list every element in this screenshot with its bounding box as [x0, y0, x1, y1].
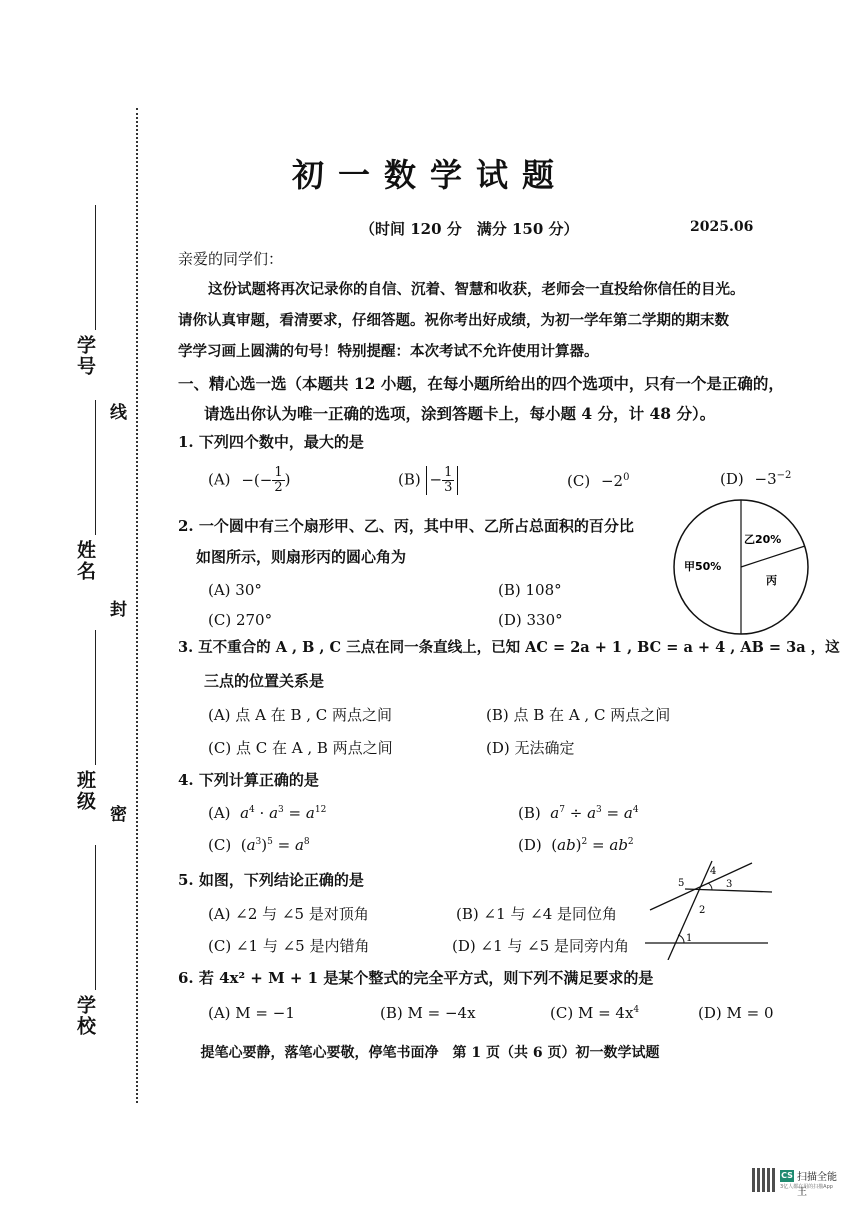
angle-label-3: 3: [726, 879, 733, 890]
figure-transversal: [668, 861, 712, 960]
q5-option-c: (C) ∠1 与 ∠5 是内错角: [208, 937, 370, 955]
scanner-watermark: [752, 1168, 844, 1198]
intro-line-1: 这份试题将再次记录你的自信、沉着、智慧和收获，老师会一直投给你信任的目光。: [208, 281, 745, 298]
q2-option-a: (A) 30°: [208, 581, 262, 599]
q1-option-a: [208, 466, 290, 495]
pie-divider-yi: [741, 546, 805, 567]
q5-option-d: (D) ∠1 与 ∠5 是同旁内角: [452, 937, 630, 955]
q3-stem-2: 三点的位置关系是: [204, 672, 325, 690]
angle-label-4: 4: [710, 866, 717, 877]
q3-option-d: (D) 无法确定: [486, 739, 575, 757]
q4-stem: 4. 下列计算正确的是: [178, 771, 319, 789]
q5-stem: 5. 如图，下列结论正确的是: [178, 871, 364, 889]
pie-label-jia: 甲50%: [684, 560, 722, 573]
q4-option-d: (D) $(ab)^2 = ab^2$: [518, 836, 634, 854]
q3-stem-1: 3. 互不重合的 A , B , C 三点在同一条直线上，已知 AC = 2a + 1 , BC = a + 4 , AB = 3a ，这: [178, 639, 840, 656]
angle-label-5: 5: [678, 878, 685, 889]
angle-arc-3: [708, 883, 712, 890]
camscanner-logo-icon: CS: [781, 1171, 793, 1180]
q1-a-label: (A): [208, 470, 231, 489]
q6-option-b: (B) M = −4x: [380, 1004, 476, 1022]
q2-option-d: (D) 330°: [498, 611, 563, 629]
pie-figure: [672, 498, 810, 636]
q4-option-c: (C) $(a^3)^5 = a^8$: [208, 836, 310, 854]
q1-a-post: ): [284, 470, 291, 489]
q5-option-b: (B) ∠1 与 ∠4 是同位角: [456, 905, 618, 923]
school-label: 学校: [74, 995, 96, 1037]
q6-option-d: (D) M = 0: [698, 1004, 774, 1022]
seal-feng-char: 封: [110, 600, 127, 620]
page-footer: 提笔心要静，落笔心要敬，停笔书面净 第 1 页（共 6 页）初一数学试题: [200, 1045, 660, 1061]
q4-option-a: (A) $a^4 \cdot a^3 = a^{12}$: [208, 804, 327, 822]
name-label: 姓名: [74, 540, 96, 582]
section1-heading-2: 请选出你认为唯一正确的选项，涂到答题卡上，每小题 4 分，计 48 分）。: [204, 404, 716, 423]
intro-line-3: 学学习画上圆满的句号！特别提醒：本次考试不允许使用计算器。: [178, 343, 599, 360]
q2-option-c: (C) 270°: [208, 611, 273, 629]
angle-label-1: 1: [686, 933, 693, 944]
q1-a-pre: −(−: [241, 470, 273, 489]
angle-figure: [640, 855, 780, 960]
name-line: [95, 400, 96, 535]
q1-a-fraction: $\frac{1}{2}$: [274, 465, 283, 495]
seal-mi-char: 密: [110, 805, 127, 825]
class-line: [95, 630, 96, 765]
q6-option-a: (A) M = −1: [208, 1004, 295, 1022]
figure-line-upper: [650, 863, 752, 910]
section1-heading-1: 一、精心选一选（本题共 12 小题，在每小题所给出的四个选项中，只有一个是正确的，: [178, 374, 784, 393]
camscanner-name: 扫描全能王: [797, 1172, 837, 1198]
q3-option-c: (C) 点 C 在 A , B 两点之间: [208, 739, 393, 757]
angle-label-2: 2: [699, 905, 706, 916]
q1-b-absolute: − $\frac{1}{3}$: [426, 466, 459, 495]
page-title: 初一数学试题: [291, 156, 568, 194]
student-id-label: 学号: [74, 335, 96, 377]
seal-dotted-line: [136, 108, 138, 1103]
camscanner-tagline: 3亿人都在用的扫描App: [780, 1184, 833, 1190]
greeting: 亲爱的同学们：: [178, 250, 284, 268]
q1-stem: 1. 下列四个数中，最大的是: [178, 433, 364, 451]
q1-option-c: $(C) -2^0$: [567, 472, 630, 490]
student-id-line: [95, 205, 96, 330]
intro-line-2: 请你认真审题，看清要求，仔细答题。祝你考出好成绩，为初一学年第二学期的期末数: [178, 312, 729, 329]
q2-stem-2: 如图所示，则扇形丙的圆心角为: [196, 548, 407, 566]
q3-option-a: (A) 点 A 在 B , C 两点之间: [208, 706, 393, 724]
qr-code-icon: [752, 1168, 776, 1192]
exam-time-info: （时间 120 分 满分 150 分）: [360, 220, 579, 238]
q2-stem-1: 2. 一个圆中有三个扇形甲、乙、丙，其中甲、乙所占总面积的百分比: [178, 517, 634, 535]
seal-line-char: 线: [110, 403, 127, 423]
class-label: 班级: [74, 770, 96, 812]
q1-option-d: $(D) -3^{-2}$: [720, 470, 792, 488]
q6-stem: 6. 若 4x² + M + 1 是某个整式的完全平方式，则下列不满足要求的是: [178, 969, 654, 987]
q4-option-b: (B) $a^7 \div a^3 = a^4$: [518, 804, 639, 822]
exam-date: 2025.06: [690, 219, 754, 235]
pie-label-bing: 丙: [766, 574, 777, 587]
q3-option-b: (B) 点 B 在 A , C 两点之间: [486, 706, 671, 724]
q6-option-c: (C) $M = 4x^4$: [550, 1004, 640, 1022]
pie-label-yi: 乙20%: [744, 533, 782, 546]
q2-option-b: (B) 108°: [498, 581, 562, 599]
school-line: [95, 845, 96, 990]
q1-b-label: (B): [398, 470, 421, 489]
q5-option-a: (A) ∠2 与 ∠5 是对顶角: [208, 905, 369, 923]
q1-option-b: [398, 466, 458, 495]
